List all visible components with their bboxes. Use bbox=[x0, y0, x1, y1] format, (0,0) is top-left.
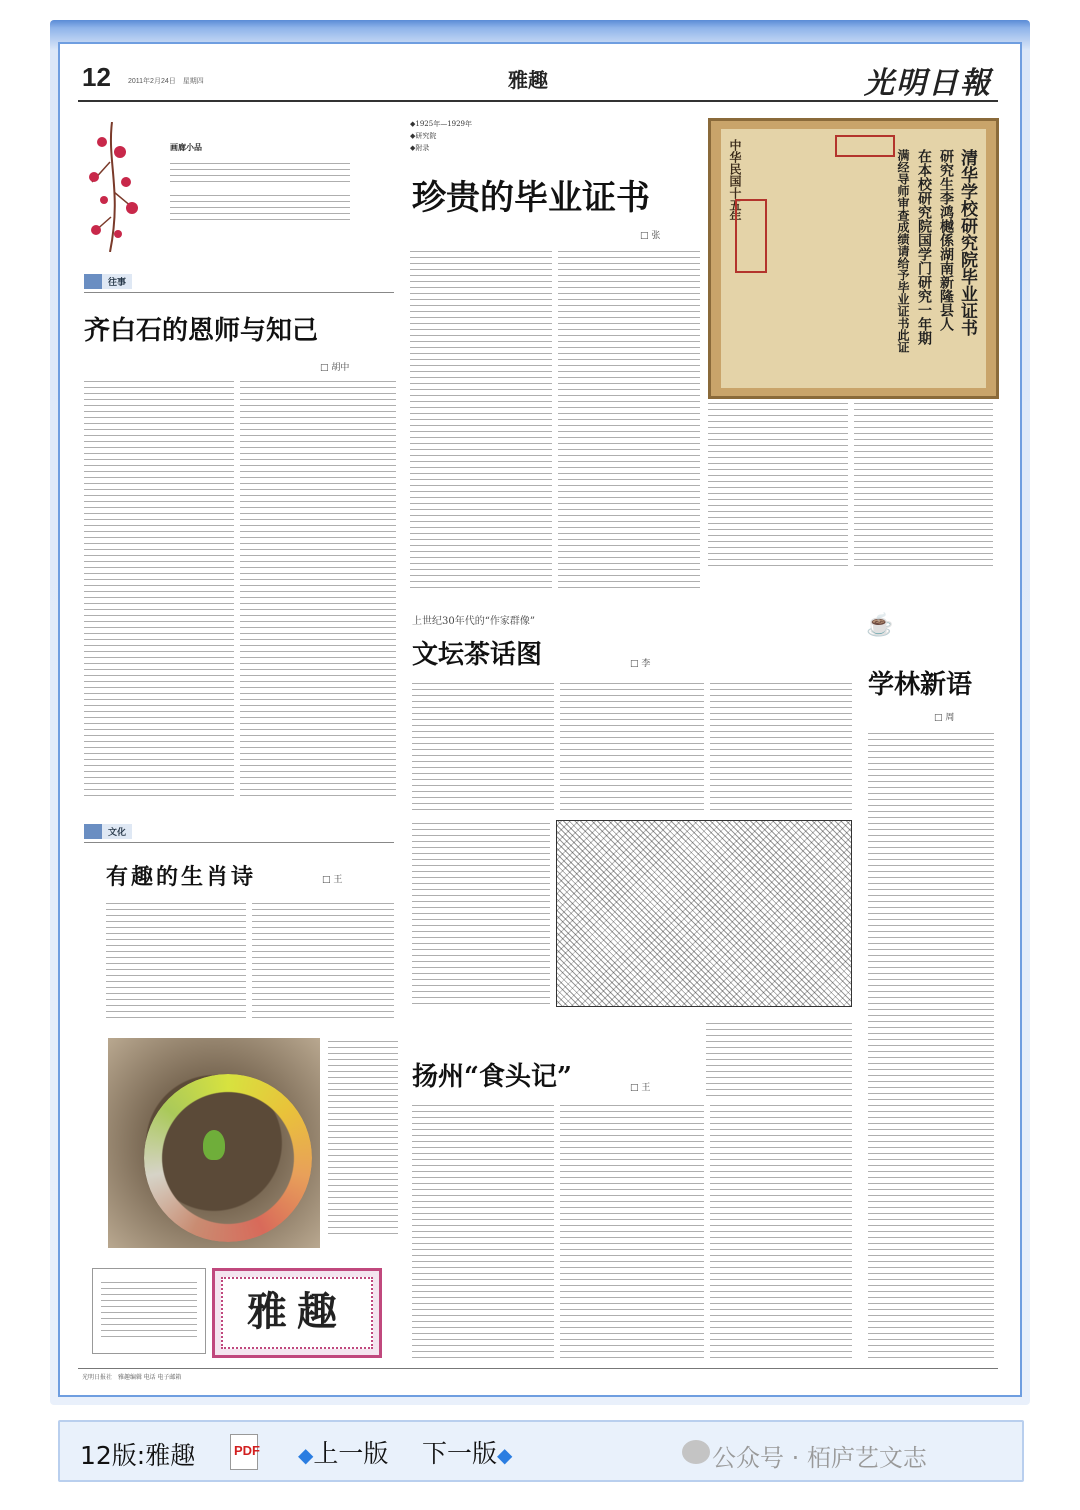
watermark-text: 公众号 · 栢庐艺文志 bbox=[712, 1444, 927, 1472]
prev-page-link[interactable] bbox=[298, 1434, 388, 1470]
newspaper-page bbox=[78, 52, 998, 1382]
article-author-yangzhou: □ 王 bbox=[630, 1083, 651, 1093]
footer-rule bbox=[78, 1368, 998, 1369]
gallery-text-2 bbox=[170, 192, 350, 222]
yaqu-logo-text: 雅趣 bbox=[221, 1277, 373, 1349]
article-body-xuelin bbox=[868, 730, 994, 1358]
article-body-tea-party-2 bbox=[412, 820, 550, 1005]
literary-tea-party-illustration bbox=[556, 820, 852, 1007]
article-body-certificate-2 bbox=[708, 400, 993, 570]
leaf-ring bbox=[144, 1074, 312, 1242]
article-title-tea-party: 文坛茶话图 bbox=[412, 640, 543, 670]
certificate-line: 清华学校研究院毕业证书 bbox=[957, 149, 977, 336]
next-page-label: 下一版 bbox=[422, 1439, 498, 1468]
certificate-bullets bbox=[410, 118, 472, 154]
masthead bbox=[78, 52, 998, 102]
photo-caption-text bbox=[328, 1038, 398, 1238]
article-title-xuelin: 学林新语 bbox=[868, 670, 973, 700]
gallery-label: 画廊小品 bbox=[170, 142, 202, 152]
article-title-qi-baishi: 齐白石的恩师与知己 bbox=[84, 316, 319, 346]
article-author-tea-party: □ 李 bbox=[630, 659, 651, 669]
certificate-line: 在本校研究院国学门研究一年期 bbox=[916, 149, 932, 345]
arrow-left-icon: ◆ bbox=[298, 1443, 314, 1467]
newspaper-logo: 光明日報 bbox=[864, 66, 992, 101]
article-author-zodiac: □ 王 bbox=[322, 875, 343, 885]
column-tag-family: 文化 bbox=[84, 824, 132, 839]
article-body-qi-baishi bbox=[84, 378, 396, 798]
wechat-icon bbox=[682, 1440, 710, 1464]
article-author-qi-baishi: □ 胡中 bbox=[320, 363, 350, 373]
column-tag-story: 往事 bbox=[84, 274, 132, 289]
yaqu-column-logo bbox=[212, 1268, 382, 1358]
article-author-certificate: □ 张 bbox=[640, 231, 661, 241]
yaqu-note-box bbox=[92, 1268, 206, 1354]
article-body-tea-party bbox=[412, 680, 852, 814]
red-seal-stamp bbox=[835, 135, 895, 157]
article-title-certificate: 珍贵的毕业证书 bbox=[412, 178, 650, 218]
footer-credits: 光明日报社 雅趣编辑 电话 电子邮箱 bbox=[82, 1375, 182, 1381]
plum-blossom-illustration bbox=[82, 122, 142, 252]
section-title: 雅趣 bbox=[508, 68, 548, 92]
bullet-item: ◆1925年—1929年 bbox=[410, 120, 473, 128]
gallery-text bbox=[170, 160, 350, 184]
arrow-right-icon: ◆ bbox=[497, 1443, 513, 1467]
article-body-yangzhou-top bbox=[706, 1020, 852, 1100]
certificate-line: 研究生李鸿樾係湖南新隆县人 bbox=[938, 149, 954, 331]
xuelin-emblem-icon: ☕ bbox=[866, 612, 894, 638]
article-body-zodiac bbox=[106, 900, 394, 1020]
article-body-yangzhou bbox=[412, 1102, 852, 1360]
certificate-line: 满经导师审查成绩请给予毕业证书此证 bbox=[896, 149, 910, 353]
bullet-item: ◆研究院 bbox=[410, 132, 437, 140]
article-title-zodiac: 有趣的生肖诗 bbox=[106, 864, 257, 890]
article-kicker-tea-party: 上世纪30年代的“作家群像” bbox=[412, 616, 535, 627]
article-author-xuelin: □ 周 bbox=[934, 713, 955, 723]
graduation-certificate-image bbox=[708, 118, 999, 399]
green-leaf bbox=[203, 1130, 225, 1160]
red-seal-stamp bbox=[735, 199, 767, 273]
prev-page-label: 上一版 bbox=[313, 1439, 389, 1468]
certificate-date: 中华民国十五年 bbox=[728, 139, 742, 223]
next-page-link[interactable] bbox=[422, 1434, 512, 1470]
page-number: 12 bbox=[82, 62, 111, 92]
pdf-icon[interactable]: PDF bbox=[230, 1434, 258, 1470]
issue-date: 2011年2月24日 星期四 bbox=[128, 78, 204, 85]
leaf-ring-photo bbox=[108, 1038, 320, 1248]
bullet-item: ◆附录 bbox=[410, 144, 430, 152]
divider bbox=[84, 842, 394, 843]
edition-label: 12版:雅趣 bbox=[80, 1441, 196, 1470]
article-body-certificate bbox=[410, 248, 700, 593]
article-title-yangzhou: 扬州“食头记” bbox=[412, 1062, 572, 1092]
divider bbox=[84, 292, 394, 293]
